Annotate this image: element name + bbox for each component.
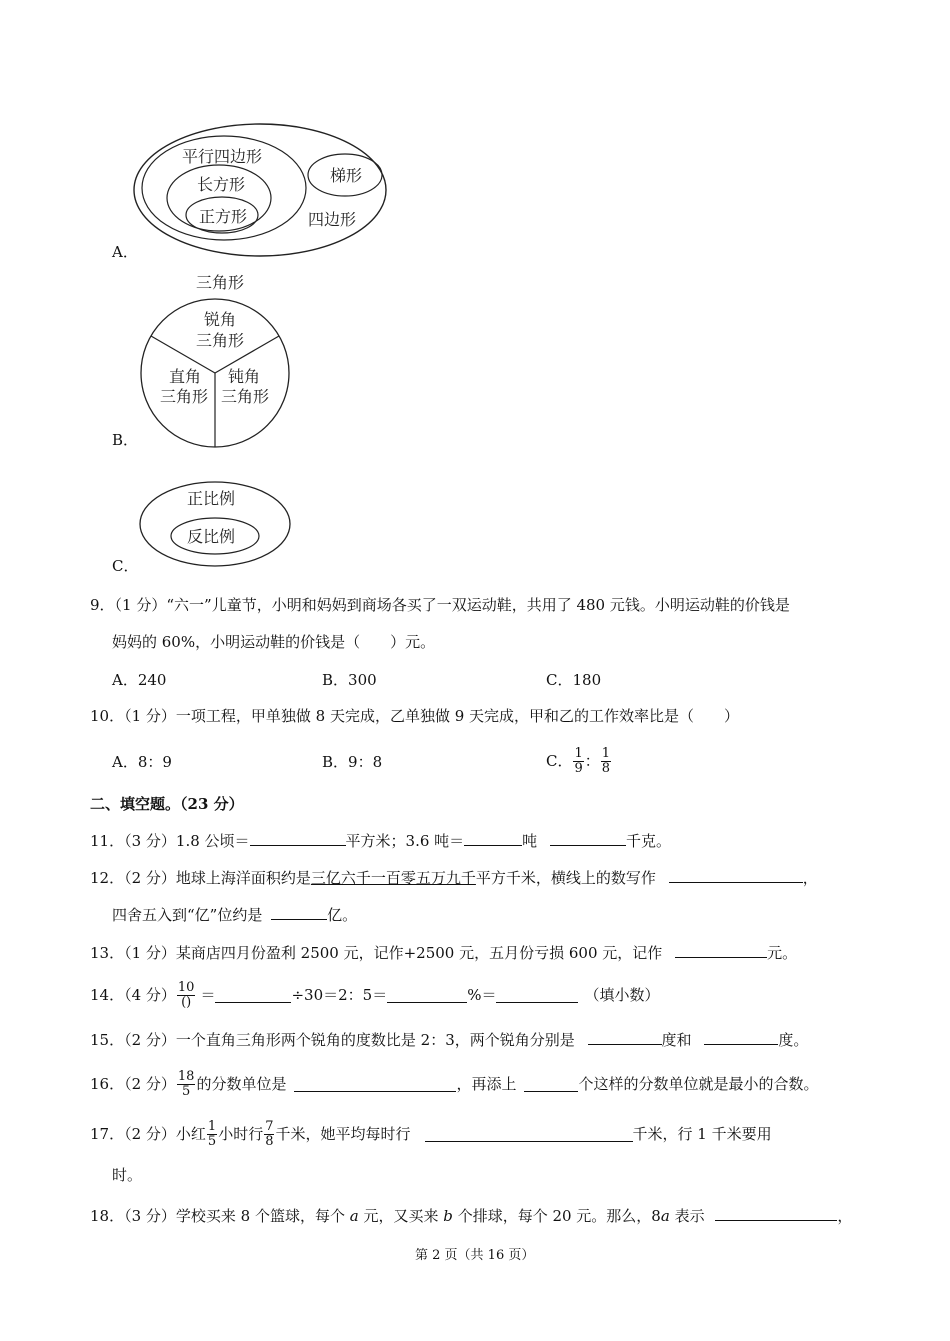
fraction (177, 981, 196, 1010)
answer-blank[interactable] (464, 831, 522, 846)
text: %＝ (467, 986, 497, 1004)
question-9-option-c: C．180 (546, 671, 602, 689)
question-18 (90, 1206, 852, 1226)
answer-blank[interactable] (715, 1206, 837, 1221)
text: （填小数） (584, 986, 660, 1004)
text: 元。 (767, 944, 798, 962)
diagram-c-venn (135, 476, 295, 574)
question-11 (90, 831, 671, 851)
text: ＝ (200, 986, 216, 1004)
fraction (573, 747, 583, 776)
trapezoid-label: 梯形 (330, 166, 363, 185)
diagram-b-pie (130, 268, 310, 450)
question-15 (90, 1030, 808, 1050)
fraction-denominator: 8 (265, 1133, 274, 1149)
text: 四舍五入到“亿”位约是 (112, 906, 263, 924)
underlined-number: 三亿六千一百零五万九千 (310, 869, 476, 887)
question-10-option-c (546, 742, 612, 780)
text: 16．（2 分） (90, 1075, 176, 1093)
answer-blank[interactable] (250, 831, 346, 846)
question-10-option-a: A．8：9 (112, 753, 172, 771)
text: 度。 (778, 1031, 809, 1049)
text: 个排球，每个 20 元。那么，8 (457, 1207, 661, 1225)
answer-blank[interactable] (588, 1030, 662, 1045)
text: 12．（2 分）地球上海洋面积约是 (90, 869, 311, 887)
text: 平方米；3.6 吨＝ (345, 832, 465, 850)
obtuse-label: 钝角 (228, 367, 261, 386)
option-c-prefix: C． (546, 752, 573, 770)
fraction-numerator: 1 (574, 745, 583, 761)
variable-a: a (349, 1207, 359, 1225)
quadrilateral-ellipse (134, 124, 386, 256)
option-a-label: A． (112, 243, 138, 261)
fraction (264, 1120, 274, 1149)
acute-label: 锐角 (204, 310, 237, 329)
answer-blank[interactable] (294, 1077, 456, 1092)
text: 亿。 (327, 906, 358, 924)
text: 15．（2 分）一个直角三角形两个锐角的度数比是 2：3，两个锐角分别是 (90, 1031, 575, 1049)
fraction-numerator: 10 (177, 979, 195, 995)
option-b-label: B． (112, 431, 139, 449)
triangle-title: 三角形 (196, 273, 245, 292)
variable-b: b (443, 1207, 453, 1225)
option-c-label: C． (112, 557, 139, 575)
text: ，再添上 (456, 1075, 517, 1093)
text: 13．（1 分）某商店四月份盈利 2500 元，记作+2500 元，五月份亏损 600 元，记作 (90, 944, 663, 962)
question-9-option-b: B．300 (322, 671, 377, 689)
fraction-numerator: 1 (601, 745, 611, 761)
question-16 (90, 1064, 819, 1104)
answer-blank[interactable] (215, 988, 291, 1003)
question-9-line2: 妈妈的 60%，小明运动鞋的价钱是（ ）元。 (112, 633, 436, 651)
answer-blank[interactable] (524, 1077, 578, 1092)
answer-blank[interactable] (425, 1127, 633, 1142)
question-13 (90, 943, 797, 963)
fraction (177, 1070, 196, 1099)
question-14 (90, 975, 660, 1015)
acute-label-2: 三角形 (196, 331, 245, 350)
question-17-line2: 时。 (112, 1166, 143, 1184)
text: 小时行 (218, 1125, 264, 1143)
variable-a: a (660, 1207, 670, 1225)
fraction (601, 747, 611, 776)
question-10-option-b: B．9：8 (322, 753, 383, 771)
text: 17．（2 分）小红 (90, 1125, 206, 1143)
fraction-numerator: 1 (207, 1118, 217, 1134)
text: 平方千米，横线上的数写作 (475, 869, 656, 887)
text: 14．（4 分） (90, 986, 176, 1004)
text: 度和 (661, 1031, 692, 1049)
obtuse-label-2: 三角形 (221, 387, 270, 406)
question-10-line1: 10．（1 分）一项工程，甲单独做 8 天完成，乙单独做 9 天完成，甲和乙的工作效率比是（ ） (90, 707, 740, 725)
fraction-denominator: 9 (574, 760, 583, 776)
rectangle-label: 长方形 (197, 175, 246, 194)
square-label: 正方形 (199, 207, 248, 226)
text: 吨 (522, 832, 538, 850)
text: 11．（3 分）1.8 公顷＝ (90, 832, 250, 850)
right-label: 直角 (169, 367, 202, 386)
text: ÷30＝2：5＝ (291, 986, 388, 1004)
right-label-2: 三角形 (160, 387, 209, 406)
section-2-title: 二、填空题。（23 分） (90, 795, 244, 813)
text: 千米，行 1 千米要用 (632, 1125, 772, 1143)
question-9-line1: 9．（1 分）“六一”儿童节，小明和妈妈到商场各买了一双运动鞋，共用了 480 元钱。小明运动鞋的价钱是 (90, 596, 790, 614)
answer-blank[interactable] (669, 868, 803, 883)
text: 18．（3 分）学校买来 8 个篮球，每个 (90, 1207, 345, 1225)
quadrilateral-label: 四边形 (308, 210, 357, 229)
fraction-numerator: 7 (265, 1118, 274, 1134)
direct-proportion-label: 正比例 (187, 489, 236, 508)
answer-blank[interactable] (550, 831, 626, 846)
page-footer: 第 2 页（共 16 页） (415, 1248, 535, 1263)
text: ， (837, 1207, 853, 1225)
fraction-denominator: 5 (207, 1133, 217, 1149)
inverse-proportion-label: 反比例 (187, 527, 236, 546)
question-12-line2 (112, 905, 357, 925)
question-12-line1 (90, 868, 818, 888)
parallelogram-label: 平行四边形 (182, 147, 263, 166)
text: 千米，她平均每时行 (275, 1125, 411, 1143)
question-9-option-a: A．240 (112, 671, 167, 689)
fraction (207, 1120, 217, 1149)
fraction-denominator: () (181, 994, 192, 1010)
text: 表示 (674, 1207, 705, 1225)
text: ， (802, 869, 818, 887)
text: 个这样的分数单位就是最小的合数。 (578, 1075, 819, 1093)
answer-blank[interactable] (387, 988, 467, 1003)
text: 的分数单位是 (196, 1075, 287, 1093)
diagram-a-venn (120, 110, 420, 270)
fraction-denominator: 8 (601, 760, 611, 776)
ratio-separator: ： (584, 752, 600, 770)
answer-blank[interactable] (271, 905, 327, 920)
question-17-line1 (90, 1114, 772, 1154)
fraction-numerator: 18 (177, 1068, 195, 1084)
answer-blank[interactable] (704, 1030, 778, 1045)
answer-blank[interactable] (675, 943, 767, 958)
fraction-denominator: 5 (182, 1083, 191, 1099)
text: 元，又买来 (363, 1207, 439, 1225)
text: 千克。 (625, 832, 671, 850)
answer-blank[interactable] (496, 988, 578, 1003)
